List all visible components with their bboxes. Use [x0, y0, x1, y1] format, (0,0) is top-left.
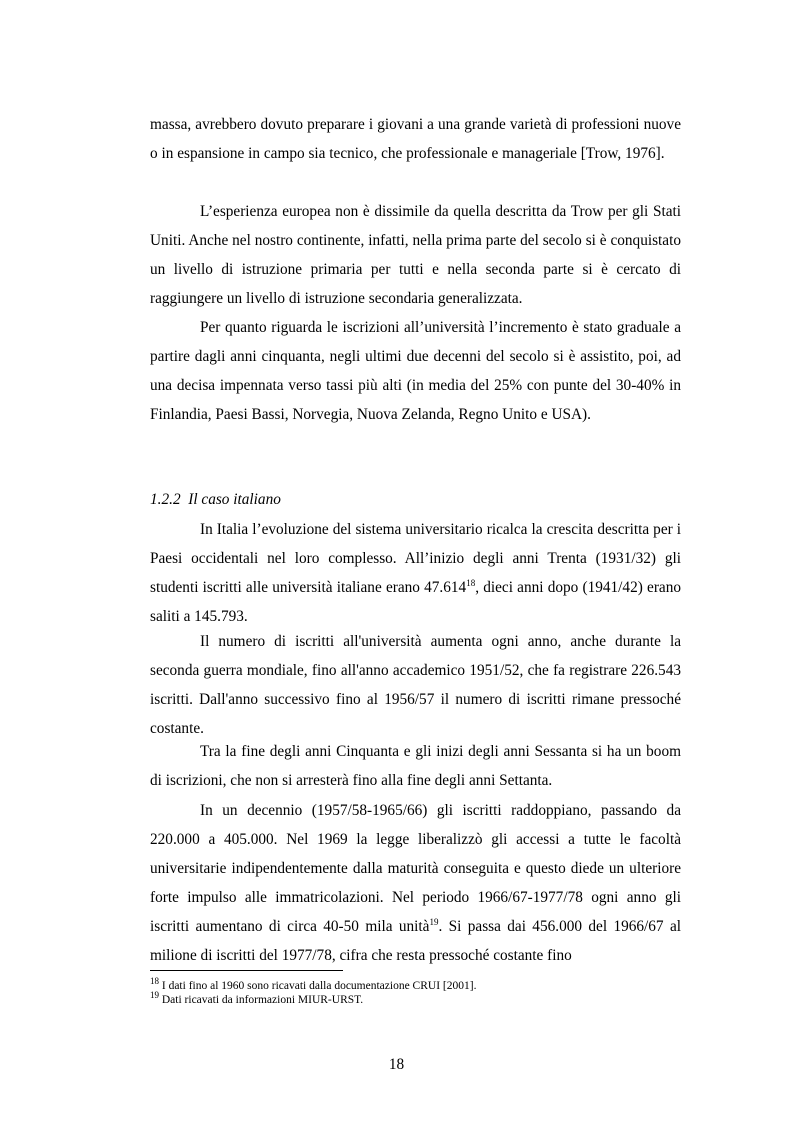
paragraph-7: In un decennio (1957/58-1965/66) gli iscritti raddoppiano, passando da 220.000 a 405.000. Nel 1969 la legge liberalizzò gli accessi a tutte le facoltà universitarie indipendentemente dalla maturità conseguita e questo diede un ulteriore forte impulso alle immatricolazioni. Nel periodo 1966/67-1977/78 ogni anno gli iscritti aumentano di circa 40-50 mila unità$^{19}$. Si passa dai 456.000 del 1966/67 al milione di iscritti del 1977/78, cifra che resta pressoché costante fino [150, 802, 681, 964]
footnote-19: $^{19}$ Dati ricavati da informazioni MIUR-URST. [150, 990, 364, 1006]
footnote-separator [150, 970, 343, 971]
page-number: 18 [388, 1056, 405, 1073]
paragraph-6: Tra la fine degli anni Cinquanta e gli inizi degli anni Sessanta si ha un boom di iscrizioni, che non si arresterà fino alla fine degli anni Settanta. [150, 743, 681, 789]
footnote-18: $^{18}$ I dati fino al 1960 sono ricavati dalla documentazione CRUI [2001]. [150, 976, 477, 992]
paragraph-4: In Italia l’evoluzione del sistema universitario ricalca la crescita descritta per i Paesi occidentali nel loro complesso. All’inizio degli anni Trenta (1931/32) gli studenti iscritti alle università italiane erano 47.614$^{18}$, dieci anni dopo (1941/42) erano saliti a 145.793. [150, 521, 681, 625]
section-title: Il caso italiano [188, 491, 281, 508]
footnote-ref-18[interactable]: 18 [466, 577, 476, 588]
paragraph-5: Il numero di iscritti all'università aumenta ogni anno, anche durante la seconda guerra mondiale, fino all'anno accademico 1951/52, che fa registrare 226.543 iscritti. Dall'anno successivo fino al 1956/57 il numero di iscritti rimane pressoché costante. [150, 633, 681, 737]
paragraph-2: L’esperienza europea non è dissimile da quella descritta da Trow per gli Stati Uniti. Anche nel nostro continente, infatti, nella prima parte del secolo si è conquistato un livello di istruzione primaria per tutti e nella seconda parte si è cercato di raggiungere un livello di istruzione secondaria generalizzata. [150, 203, 681, 307]
footnote-ref-19[interactable]: 19 [429, 916, 439, 927]
paragraph-1: massa, avrebbero dovuto preparare i giovani a una grande varietà di professioni nuove o in espansione in campo sia tecnico, che professionale e manageriale [Trow, 1976]. [150, 116, 681, 162]
section-heading [150, 485, 281, 514]
section-number: 1.2.2 [150, 491, 181, 508]
paragraph-3: Per quanto riguarda le iscrizioni all’università l’incremento è stato graduale a partire dagli anni cinquanta, negli ultimi due decenni del secolo si è assistito, poi, ad una decisa impennata verso tassi più alti (in media del 25% con punte del 30-40% in Finlandia, Paesi Bassi, Norvegia, Nuova Zelanda, Regno Unito e USA). [150, 319, 681, 423]
